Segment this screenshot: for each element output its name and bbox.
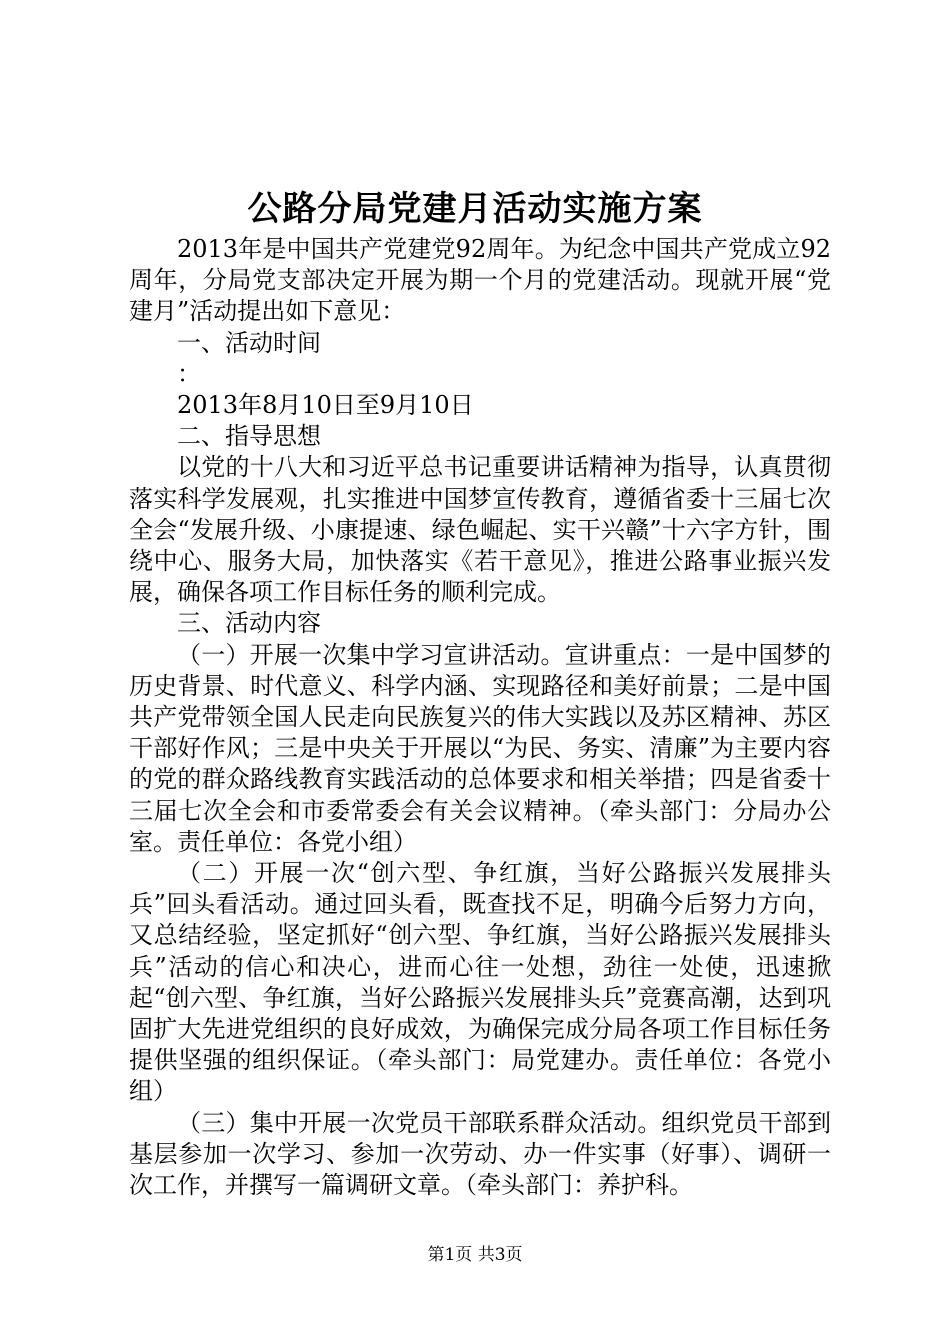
heading-activity-content: 三、活动内容 (177, 609, 321, 638)
document-body (129, 234, 831, 1201)
paragraph-guiding-ideology: 以党的十八大和习近平总书记重要讲话精神为指导，认真贯彻落实科学发展观，扎实推进中国梦宣传教育，遵循省委十三届七次全会“发展升级、小康提速、绿色崛起、实干兴赣”十六字方针，围绕中心、服务大局，加快落实《若干意见》，推进公路事业振兴发展，确保各项工作目标任务的顺利完成。 (129, 453, 831, 607)
heading-guiding-ideology: 二、指导思想 (177, 422, 321, 451)
paragraph-item-2: （二）开展一次“创六型、争红旗，当好公路振兴发展排头兵”回头看活动。通过回头看，既查找不足，明确今后努力方向，又总结经验，坚定抓好“创六型、争红旗，当好公路振兴发展排头兵”活动的信心和决心，进而心往一处想，劲往一处使，迅速掀起“创六型、争红旗，当好公路振兴发展排头兵”竞赛高潮，达到巩固扩大先进党组织的良好成效，为确保完成分局各项工作目标任务提供坚强的组织保证。（牵头部门：局党建办。责任单位：各党小组） (129, 859, 831, 1106)
paragraph-intro: 2013年是中国共产党建党92周年。为纪念中国共产党成立92周年，分局党支部决定开展为期一个月的党建活动。现就开展“党建月”活动提出如下意见： (129, 235, 831, 326)
document-title: 公路分局党建月活动实施方案 (247, 189, 703, 229)
paragraph-item-3: （三）集中开展一次党员干部联系群众活动。组织党员干部到基层参加一次学习、参加一次劳动、办一件实事（好事）、调研一次工作，并撰写一篇调研文章。（牵头部门：养护科。 (129, 1108, 831, 1200)
heading-activity-time: 一、活动时间 (177, 328, 321, 357)
paragraph-date-range: 2013年8月10日至9月10日 (177, 391, 474, 420)
paragraph-item-1: （一）开展一次集中学习宣讲活动。宣讲重点：一是中国梦的历史背景、时代意义、科学内涵、实现路径和美好前景；二是中国共产党带领全国人民走向民族复兴的伟大实践以及苏区精神、苏区干部好作风；三是中央关于开展以“为民、务实、清廉”为主要内容的党的群众路线教育实践活动的总体要求和相关举措；四是省委十三届七次全会和市委常委会有关会议精神。（牵头部门：分局办公室。责任单位：各党小组） (129, 640, 831, 856)
paragraph-colon: ： (177, 359, 201, 388)
page-number: 第1页 共3页 (427, 1245, 523, 1265)
